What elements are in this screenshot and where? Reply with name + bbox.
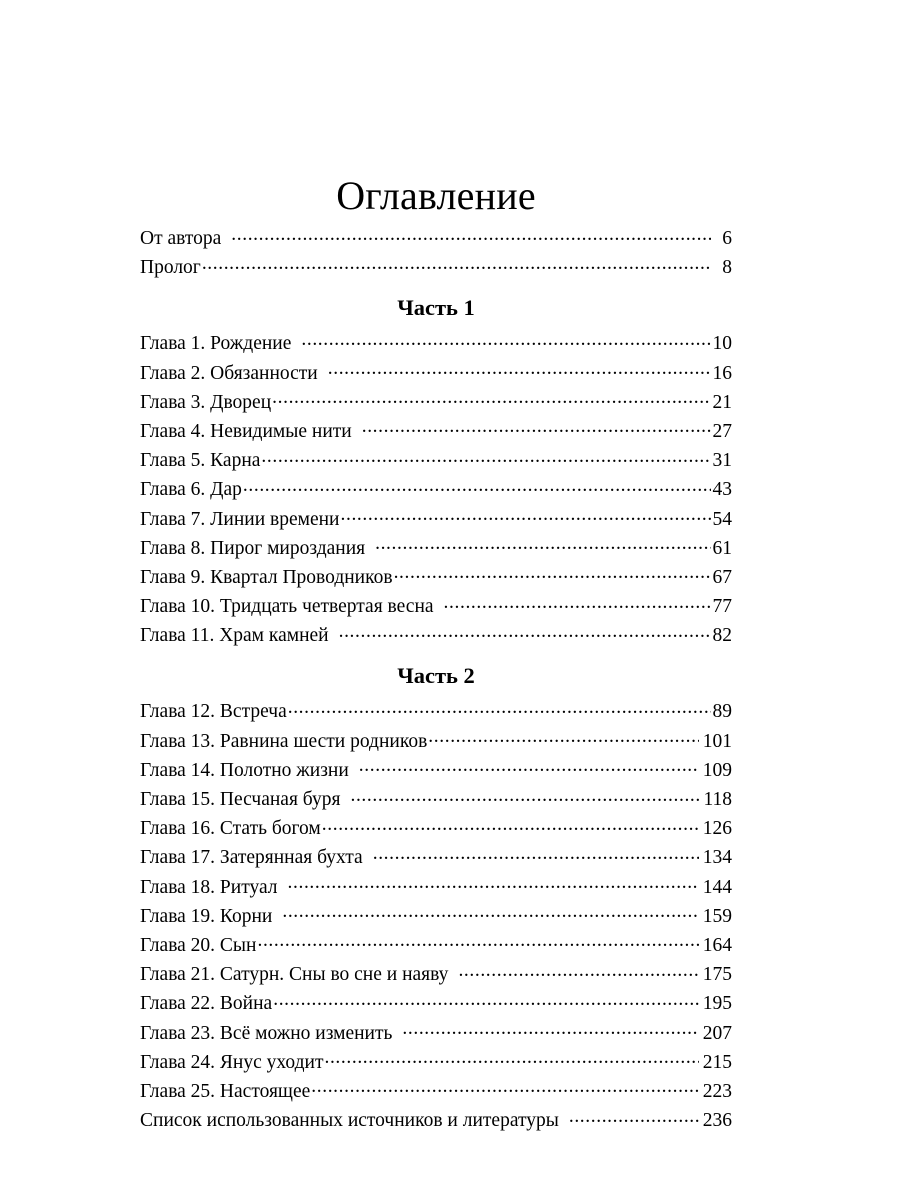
page-title: Оглавление bbox=[336, 172, 536, 218]
leader-dots bbox=[231, 225, 711, 245]
toc-entry-title: Глава 2. Обязанности bbox=[140, 362, 318, 384]
toc-entry[interactable] bbox=[140, 1106, 732, 1135]
toc-entry-title: Глава 16. Стать богом bbox=[140, 818, 321, 840]
toc-page-number: 126 bbox=[702, 818, 732, 840]
toc-entry[interactable] bbox=[140, 989, 732, 1018]
leader-dots bbox=[373, 844, 699, 864]
toc-page-number: 89 bbox=[712, 701, 732, 723]
leader-dots bbox=[458, 961, 698, 981]
toc-entry[interactable] bbox=[140, 873, 732, 902]
toc-entry[interactable] bbox=[140, 727, 732, 756]
toc-entry-title: Глава 15. Песчаная буря bbox=[140, 789, 341, 810]
toc-page-number: 175 bbox=[702, 964, 732, 986]
toc-entry[interactable] bbox=[140, 785, 732, 814]
toc-page-number: 195 bbox=[702, 993, 732, 1015]
toc-page-number: 144 bbox=[702, 876, 732, 898]
toc-page-number: 16 bbox=[712, 362, 732, 384]
toc-entry-title: Глава 4. Невидимые нити bbox=[140, 420, 352, 442]
leader-dots bbox=[375, 534, 711, 554]
leader-dots bbox=[359, 756, 699, 776]
toc-entry[interactable] bbox=[140, 621, 732, 650]
toc-entry[interactable] bbox=[140, 697, 732, 726]
toc-entry-title: Глава 17. Затерянная бухта bbox=[140, 847, 363, 869]
leader-dots bbox=[272, 388, 711, 408]
toc-entry[interactable] bbox=[140, 902, 732, 931]
toc-entry[interactable] bbox=[140, 417, 732, 446]
section-spacer bbox=[140, 650, 732, 663]
toc-entry-title: Глава 8. Пирог мироздания bbox=[140, 537, 366, 559]
toc-entry[interactable] bbox=[140, 329, 732, 358]
toc-page-number: 223 bbox=[702, 1080, 732, 1102]
leader-dots bbox=[444, 593, 711, 613]
leader-dots bbox=[362, 417, 711, 437]
toc-entry-title: Глава 21. Сатурн. Сны во сне и наяву bbox=[140, 964, 449, 986]
leader-dots bbox=[324, 1048, 698, 1068]
toc-entry-title: Глава 19. Корни bbox=[140, 905, 273, 927]
toc-entry-title: Глава 9. Квартал Проводников bbox=[140, 566, 393, 588]
section-spacer bbox=[140, 689, 732, 697]
toc-entry[interactable] bbox=[140, 446, 732, 475]
leader-dots bbox=[569, 1107, 699, 1127]
toc-entry-title: Список использованных источников и литературы bbox=[140, 1110, 559, 1132]
toc-page-number: 164 bbox=[702, 934, 732, 956]
toc-page-number: 67 bbox=[712, 566, 732, 588]
leader-dots bbox=[339, 622, 711, 642]
toc-page-number: 21 bbox=[712, 391, 732, 413]
toc-page-number: 101 bbox=[702, 730, 732, 752]
toc-entry-title: Глава 7. Линии времени bbox=[140, 508, 340, 530]
leader-dots bbox=[311, 1077, 698, 1097]
leader-dots bbox=[288, 873, 699, 893]
toc-entry-title: Пролог bbox=[140, 257, 201, 279]
toc-page-number: 77 bbox=[712, 596, 732, 618]
leader-dots bbox=[394, 563, 711, 583]
leader-dots bbox=[350, 786, 699, 806]
toc-page-number: 215 bbox=[702, 1051, 732, 1073]
toc-entry[interactable] bbox=[140, 253, 732, 282]
part-heading: Часть 2 bbox=[397, 663, 475, 689]
toc-page-number: 61 bbox=[712, 537, 732, 559]
toc-entry-title: Глава 24. Янус уходит bbox=[140, 1051, 324, 1073]
toc-entry-title: Глава 11. Храм камней bbox=[140, 625, 329, 647]
toc-page-number: 54 bbox=[712, 508, 732, 530]
toc-entry[interactable] bbox=[140, 534, 732, 563]
toc-entry-title: Глава 5. Карна bbox=[140, 450, 261, 472]
toc-page-number: 207 bbox=[702, 1022, 732, 1044]
toc-page-number: 8 bbox=[722, 257, 732, 279]
leader-dots bbox=[273, 990, 699, 1010]
leader-dots bbox=[322, 815, 699, 835]
toc-page-number: 43 bbox=[712, 479, 732, 501]
toc-entry-title: Глава 10. Тридцать четвертая весна bbox=[140, 596, 434, 618]
toc-page-number: 134 bbox=[702, 847, 732, 869]
part-heading: Часть 1 bbox=[397, 295, 475, 321]
toc-entry[interactable] bbox=[140, 388, 732, 417]
toc-entry-title: Глава 20. Сын bbox=[140, 934, 257, 956]
section-spacer bbox=[140, 321, 732, 329]
toc-entry[interactable] bbox=[140, 931, 732, 960]
toc-entry-title: Глава 3. Дворец bbox=[140, 391, 272, 413]
toc-entry[interactable] bbox=[140, 756, 732, 785]
toc-entry-title: Глава 12. Встреча bbox=[140, 701, 287, 723]
leader-dots bbox=[261, 447, 711, 467]
leader-dots bbox=[428, 727, 698, 747]
toc-page-number: 27 bbox=[712, 420, 732, 442]
toc-entry[interactable] bbox=[140, 960, 732, 989]
toc-entry[interactable] bbox=[140, 814, 732, 843]
leader-dots bbox=[257, 931, 698, 951]
toc-entry-title: Глава 22. Война bbox=[140, 993, 273, 1015]
leader-dots bbox=[282, 902, 698, 922]
toc-page-number: 159 bbox=[702, 905, 732, 927]
toc-entry[interactable] bbox=[140, 505, 732, 534]
toc-entry-title: Глава 6. Дар bbox=[140, 479, 242, 501]
toc-entry-title: Глава 14. Полотно жизни bbox=[140, 759, 349, 781]
leader-dots bbox=[341, 505, 712, 525]
toc-entry-title: От автора bbox=[140, 228, 222, 249]
toc-entry-title: Глава 1. Рождение bbox=[140, 333, 292, 355]
toc-entry-list bbox=[140, 224, 732, 1135]
toc-page-number: 109 bbox=[702, 759, 732, 781]
toc-page-number: 31 bbox=[712, 450, 732, 472]
toc-page-number: 82 bbox=[712, 625, 732, 647]
leader-dots bbox=[202, 254, 711, 274]
toc-entry-title: Глава 23. Всё можно изменить bbox=[140, 1022, 393, 1044]
leader-dots bbox=[301, 330, 711, 350]
toc-entry[interactable] bbox=[140, 592, 732, 621]
toc-page-number: 118 bbox=[703, 789, 732, 810]
toc-entry-title: Глава 18. Ритуал bbox=[140, 876, 278, 898]
toc-entry[interactable] bbox=[140, 475, 732, 504]
toc-entry[interactable] bbox=[140, 563, 732, 592]
toc-page-number: 6 bbox=[722, 228, 732, 249]
toc-entry[interactable] bbox=[140, 1019, 732, 1048]
leader-dots bbox=[288, 698, 711, 718]
toc-entry[interactable] bbox=[140, 224, 732, 253]
toc-entry[interactable] bbox=[140, 1077, 732, 1106]
toc-entry-title: Глава 13. Равнина шести родников bbox=[140, 730, 428, 752]
leader-dots bbox=[328, 359, 711, 379]
toc-page-number: 236 bbox=[702, 1110, 732, 1132]
section-spacer bbox=[140, 282, 732, 295]
leader-dots bbox=[243, 476, 711, 496]
toc-entry-title: Глава 25. Настоящее bbox=[140, 1080, 311, 1102]
toc-entry[interactable] bbox=[140, 359, 732, 388]
toc-entry[interactable] bbox=[140, 843, 732, 872]
leader-dots bbox=[402, 1019, 698, 1039]
toc-page-number: 10 bbox=[712, 333, 732, 355]
toc-entry[interactable] bbox=[140, 1048, 732, 1077]
